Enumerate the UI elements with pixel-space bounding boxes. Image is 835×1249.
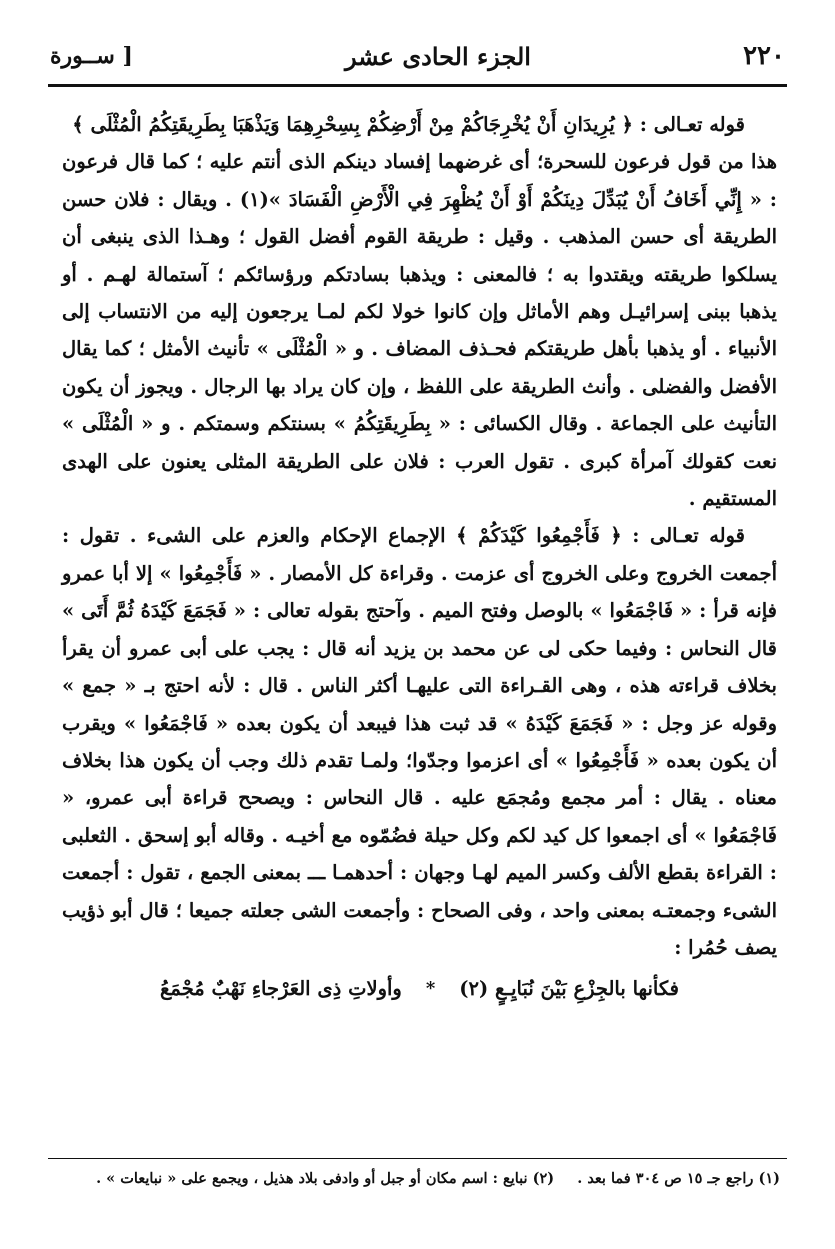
poem-separator: * [425, 978, 436, 1000]
paragraph-commentary-1: هذا من قول فرعون للسحرة؛ أى غرضهما إفساد دينكم الذى أنتم عليه ؛ كما قال فرعون : « إِنِّي أَخَافُ أَنْ يُبَدِّلَ دِينَكُمْ أَوْ أَنْ يُظْهِرَ فِي الْأَرْضِ الْفَسَادَ »(١) . ويقال : فلان حسن الطريقة أى حسن المذهب . وقيل : طريقة القوم أفضل القول ؛ وهـذا الذى ينبغى أن يسلكوا طريقته ويقتدوا به ؛ فالمعنى : ويذهبا بسادتكم ورؤسائكم ؛ آستمالة لهـم . أو يذهبا ببنى إسرائيـل وهم الأماثل وإن كانوا خولا لكم لمـا يرجعون إليه من الانتساب إلى الأنبياء . أو يذهبا بأهل طريقتكم فحـذف المضاف . و « الْمُثْلَى » تأنيث الأمثل ؛ كما يقال الأفضل والفضلى . وأنث الطريقة على اللفظ ، وإن كان يراد بها الرجال . ويجوز أن يكون التأنيث على الجماعة . وقال الكسائى : « بِطَرِيقَتِكُمُ » بسنتكم وسمتكم . و « الْمُثْلَى » نعت كقولك آمرأة كبرى . تقول العرب : فلان على الطريقة المثلى يعنون على الهدى المستقيم . [62, 150, 777, 511]
poem-verse [62, 970, 777, 1007]
page-number: ٢٢٠ [743, 41, 785, 71]
poem-hemistich-2: وأولاتِ ذِى العَرْجاءِ نَهْبٌ مُجْمَعُ [160, 977, 402, 1001]
footnote-divider [48, 1158, 787, 1159]
paragraph-verse-1: قوله تعـالى : ﴿ يُرِيدَانِ أَنْ يُخْرِجَاكُمْ مِنْ أَرْضِكُمْ بِسِحْرِهِمَا وَيَذْهَبَا بِطَرِيقَتِكُمُ الْمُثْلَى ﴾ [72, 113, 745, 136]
running-title: الجزء الحادى عشر [345, 41, 531, 71]
footnote-1: (١) راجع جـ ١٥ ص ٣٠٤ فما بعد . [577, 1170, 780, 1187]
header-divider [48, 84, 787, 87]
surah-label: [ ســورة [50, 43, 133, 69]
page-header [50, 30, 785, 82]
main-text [62, 106, 777, 1124]
poem-hemistich-1: فكأنها بالجِزْعِ بَيْنَ نُبَايِـعٍ (٢) [459, 977, 679, 1001]
paragraph-commentary-2: قوله تعـالى : ﴿ فَأَجْمِعُوا كَيْدَكُمْ ﴾ الإجماع الإحكام والعزم على الشىء . تقول : أجمعت الخروج وعلى الخروج أى عزمت . وقراءة كل الأمصار . « فَأَجْمِعُوا » إلا أبا عمرو فإنه قرأ : « فَاجْمَعُوا » بالوصل وفتح الميم . وآحتج بقوله تعالى : « فَجَمَعَ كَيْدَهُ ثُمَّ أَتَى » قال النحاس : وفيما حكى لى عن محمد بن يزيد أنه قال : يجب على أبى عمرو أن يقرأ بخلاف قراءته هذه ، وهى القـراءة التى عليهـا أكثر الناس . قال : لأنه احتج بـ « جمع » وقوله عز وجل : « فَجَمَعَ كَيْدَهُ » قد ثبت هذا فيبعد أن يكون بعده « فَاجْمَعُوا » ويقرب أن يكون بعده « فَأَجْمِعُوا » أى اعزموا وجدّوا؛ ولمـا تقدم ذلك وجب أن يكون هذا بخلاف معناه . يقال : أمر مجمع ومُجمَع عليه . قال النحاس : ويصحح قراءة أبى عمرو، « فَاجْمَعُوا » أى اجمعوا كل كيد لكم وكل حيلة فضُمّوه مع أخيـه . وقاله أبو إسحق . الثعلبى : القراءة بقطع الألف وكسر الميم لهـا وجهان : أحدهمـا ـــ بمعنى الجمع ، تقول : أجمعت الشىء وجمعتـه بمعنى واحد ، وفى الصحاح : وأجمعت الشى جعلته جميعا ؛ قال أبو ذؤيب يصف حُمُرا : [62, 524, 777, 959]
footnote-2: (٢) نبايع : اسم مكان أو جبل أو وادفى بلاد هذيل ، ويجمع على « نبايعات » . [96, 1170, 555, 1187]
footnotes [55, 1162, 780, 1202]
